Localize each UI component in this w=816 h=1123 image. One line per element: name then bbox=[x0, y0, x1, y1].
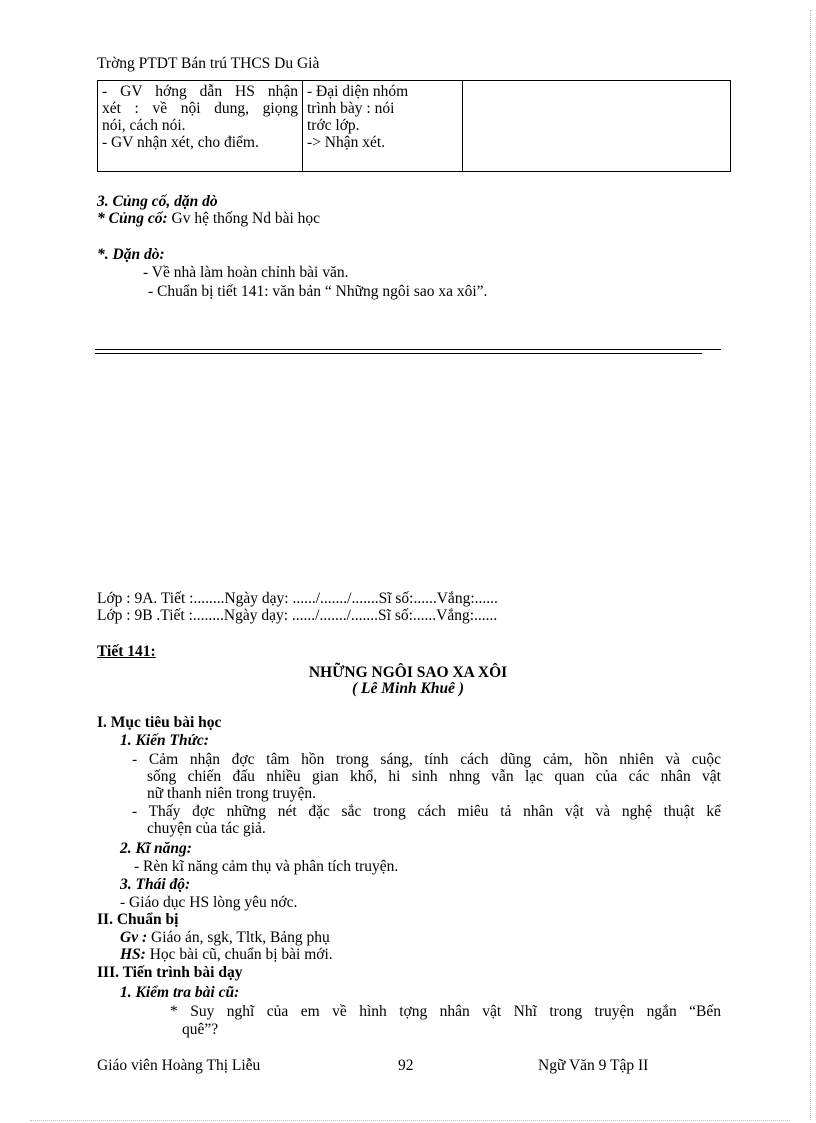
prep-student-text: Học bài cũ, chuẩn bị bài mới. bbox=[145, 946, 333, 963]
cell-line: trình bày : nói bbox=[307, 100, 395, 117]
table-row bbox=[98, 81, 731, 172]
prep-teacher-label: Gv : bbox=[120, 929, 148, 946]
skills-text: - Rèn kĩ năng cảm thụ và phân tích truyện. bbox=[134, 858, 399, 875]
separator-line bbox=[95, 353, 702, 354]
schedule-line-9b: Lớp : 9B .Tiết :........Ngày dạy: ....../......./.......Sĩ số:......Vắng:...... bbox=[97, 607, 498, 624]
subsection-review: 1. Kiểm tra bài cũ: bbox=[120, 984, 240, 1001]
cell-line: nói, cách nói. bbox=[102, 117, 186, 134]
dan-do-item: - Chuẩn bị tiết 141: văn bản “ Những ngôi sao xa xôi”. bbox=[148, 283, 488, 300]
cell-line: - GV nhận xét, cho điểm. bbox=[102, 134, 259, 151]
school-header: Trờng PTDT Bán trú THCS Du Già bbox=[97, 55, 320, 72]
cell-line: - GV hớng dẫn HS nhận bbox=[102, 83, 298, 100]
section-procedure: III. Tiến trình bài dạy bbox=[97, 964, 243, 981]
knowledge-line: chuyện của tác giả. bbox=[147, 820, 266, 837]
activity-table bbox=[97, 80, 731, 172]
subsection-attitude: 3. Thái độ: bbox=[120, 876, 191, 893]
prep-student-label: HS: bbox=[120, 946, 146, 963]
footer-page-number: 92 bbox=[398, 1057, 414, 1074]
subsection-skills: 2. Kĩ năng: bbox=[120, 840, 192, 857]
dan-do-item: - Về nhà làm hoàn chỉnh bài văn. bbox=[143, 264, 349, 281]
page-edge-dots bbox=[30, 1120, 790, 1121]
cung-co-label: * Củng cố: bbox=[97, 210, 168, 227]
knowledge-line: - Thấy đợc những nét đặc sắc trong cách miêu tả nhân vật và nghệ thuật kể bbox=[132, 803, 721, 820]
cell-line: xét : về nội dung, giọng bbox=[102, 100, 298, 117]
student-activity-cell bbox=[303, 81, 463, 172]
lesson-author: ( Lê Minh Khuê ) bbox=[352, 680, 464, 697]
footer-book: Ngữ Văn 9 Tập II bbox=[538, 1057, 649, 1074]
lesson-number: Tiết 141: bbox=[97, 643, 156, 660]
knowledge-line: nữ thanh niên trong truyện. bbox=[147, 785, 316, 802]
knowledge-line: - Cảm nhận đợc tâm hồn trong sáng, tính cách dũng cảm, hồn nhiên và cuộc bbox=[132, 751, 721, 768]
cung-co-text: Gv hệ thống Nd bài học bbox=[167, 210, 321, 227]
section-heading: 3. Củng cố, dặn dò bbox=[97, 193, 218, 210]
cell-line: trớc lớp. bbox=[307, 117, 360, 134]
content-cell bbox=[463, 81, 731, 172]
prep-student-line bbox=[120, 946, 333, 964]
section-objectives: I. Mục tiêu bài học bbox=[97, 714, 222, 731]
lesson-title: NHỮNG NGÔI SAO XA XÔI bbox=[308, 664, 508, 681]
schedule-line-9a: Lớp : 9A. Tiết :........Ngày dạy: ....../......./.......Sĩ số:......Vắng:...... bbox=[97, 590, 498, 607]
teacher-activity-cell bbox=[98, 81, 303, 172]
consolidation-line bbox=[97, 210, 320, 228]
prep-teacher-line bbox=[120, 929, 330, 947]
cell-line: - Đại diện nhóm bbox=[307, 83, 409, 100]
subsection-knowledge: 1. Kiến Thức: bbox=[120, 732, 209, 749]
separator-line bbox=[95, 349, 721, 350]
section-preparation: II. Chuẩn bị bbox=[97, 911, 179, 928]
footer-teacher: Giáo viên Hoàng Thị Liễu bbox=[97, 1057, 261, 1074]
cell-line: -> Nhận xét. bbox=[307, 134, 386, 151]
page-edge-dots bbox=[810, 10, 811, 1120]
knowledge-line: sống chiến đấu nhiều gian khổ, hi sinh nhng vẫn lạc quan của các nhân vật bbox=[147, 768, 721, 785]
review-question: quê”? bbox=[182, 1021, 219, 1038]
attitude-text: - Giáo dục HS lòng yêu nớc. bbox=[120, 894, 298, 911]
review-question: * Suy nghĩ của em về hình tợng nhân vật Nhĩ trong truyện ngắn “Bến bbox=[170, 1003, 721, 1020]
prep-teacher-text: Giáo án, sgk, Tltk, Bảng phụ bbox=[147, 929, 330, 946]
dan-do-heading: *. Dặn dò: bbox=[97, 246, 165, 263]
